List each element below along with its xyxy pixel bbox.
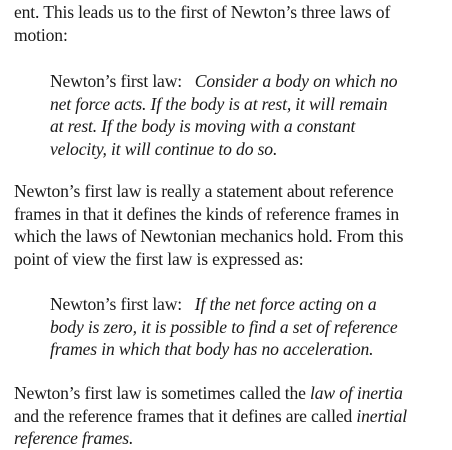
law-text: Consider a body on which no (194, 71, 398, 91)
text-line: ent. This leads us to the first of Newton’s three laws of (14, 2, 391, 22)
term-inertial: inertial (356, 405, 408, 426)
text-line (50, 70, 450, 93)
law-text: net force acts. If the body is at rest, it will remain (50, 93, 388, 114)
text-line: which the laws of Newtonian mechanics hold. From this (14, 226, 404, 246)
law-text: at rest. If the body is moving with a constant (50, 116, 356, 136)
text-line: point of view the first law is expressed as: (14, 248, 304, 269)
text-line (14, 382, 450, 405)
text-line: Newton’s first law is really a statement about reference (14, 181, 394, 201)
text-run: and the reference frames that it defines are called (14, 405, 353, 426)
paragraph-reference-frames (14, 180, 450, 270)
law-text: velocity, it will continue to do so. (50, 138, 278, 159)
text-line: frames in that it defines the kinds of reference frames in (14, 203, 400, 224)
first-law-statement-2 (50, 293, 450, 361)
term-reference-frames: reference frames. (14, 428, 134, 448)
paragraph-inertia (14, 382, 450, 450)
text-run: Newton’s first law is sometimes called the (14, 383, 306, 403)
law-label: Newton’s first law: (50, 71, 183, 91)
term-law-of-inertia: law of inertia (310, 383, 403, 403)
text-line: motion: (14, 24, 68, 45)
law-text: frames in which that body has no acceleration. (50, 339, 374, 359)
law-label: Newton’s first law: (50, 294, 183, 314)
law-text: If the net force acting on a (194, 294, 377, 314)
first-law-statement-1 (50, 70, 450, 160)
paragraph-intro (14, 1, 450, 46)
text-line (50, 293, 450, 316)
text-line (14, 405, 450, 428)
law-text: body is zero, it is possible to find a set of reference (50, 316, 398, 337)
